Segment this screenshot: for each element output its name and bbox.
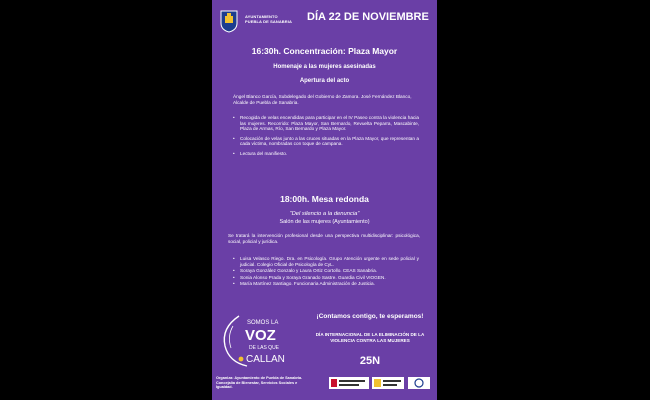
- town-hall-name: AYUNTAMIENTO PUEBLA DE SANABRIA: [245, 14, 292, 24]
- international-day-name: DÍA INTERNACIONAL DE LA ELIMINACIÓN DE LA VIOLENCIA CONTRA LAS MUJERES: [315, 332, 425, 343]
- government-logo: [329, 377, 369, 389]
- roundtable-quote: “Del silencio a la denuncia”: [289, 211, 360, 217]
- morning-subtitle: Homenaje a las mujeres asesinadas: [273, 64, 376, 70]
- ministry-logo: [372, 377, 404, 389]
- list-item: • María Martínez Santiago. Funcionaria Administración de Justicia.: [233, 281, 419, 287]
- list-item: • Soraya González Gonzalo y Laura Ortiz Cortollo. CEAS Sanabria.: [233, 268, 419, 274]
- slogan: ¡Contamos contigo, te esperamos!: [316, 313, 424, 320]
- svg-text:CALLAN: CALLAN: [246, 354, 285, 365]
- morning-activities: [233, 115, 419, 161]
- list-item: • Sonia Alonso Prada y Soraya Granado Sastre. Guardia Civil VIOGEN.: [233, 275, 419, 281]
- morning-title: 16:30h. Concentración: Plaza Mayor: [251, 46, 398, 56]
- roundtable-intro: Se tratará la intervención profesional desde una perspectiva multidisciplinar: psicológica, social, policial y jurídica.: [228, 233, 420, 244]
- list-item: • Recogida de velas encendidas para participar en el IV Paseo contra la violencia hacia las mujeres. Recorrido: Plaza Mayor, San Bernardo, Revuelta Peparra, Mascabinte, Plaza de Armas, Río, San Bernardo y Plaza Mayor.: [233, 115, 419, 132]
- afternoon-title: 18:00h. Mesa redonda: [280, 194, 369, 204]
- list-item: • Luisa Velasco Riego. Dra. en Psicología. Grupo Atención urgente en sede policial y judicial. Colegio Oficial de Psicología de CyL.: [233, 256, 419, 267]
- opening-speakers: Ángel Blanco García, Subdelegado del Gobierno de Zamora. José Fernández Blanco, Alcalde de Puebla de Sanabria.: [233, 94, 412, 105]
- svg-text:SOMOS LA: SOMOS LA: [247, 320, 279, 326]
- roundtable-speakers: [233, 256, 419, 288]
- opening-heading: Apertura del acto: [299, 78, 350, 84]
- svg-text:DE LAS QUE: DE LAS QUE: [249, 345, 280, 351]
- regional-logo: [408, 377, 430, 389]
- organizer-credit: Organiza: Ayuntamiento de Puebla de Sanabria. Concejalía de Bienestar, Servicios Sociales e Igualdad.: [216, 376, 303, 389]
- event-date: DÍA 22 DE NOVIEMBRE: [307, 11, 429, 23]
- roundtable-venue: Salón de las mujeres (Ayuntamiento): [279, 219, 370, 225]
- date-code: 25N: [359, 355, 381, 367]
- flame-icon: [239, 357, 244, 362]
- svg-text:VOZ: VOZ: [245, 327, 276, 344]
- list-item: • Colocación de velas junto a las cruces situadas en la Plaza Mayor, que representan a cada víctima, nombradas con toque de campana.: [233, 136, 419, 147]
- list-item: • Lectura del manifiesto.: [233, 151, 419, 157]
- coat-of-arms-icon: [219, 9, 239, 33]
- event-poster: [212, 0, 437, 400]
- somos-la-voz-logo: [217, 312, 295, 370]
